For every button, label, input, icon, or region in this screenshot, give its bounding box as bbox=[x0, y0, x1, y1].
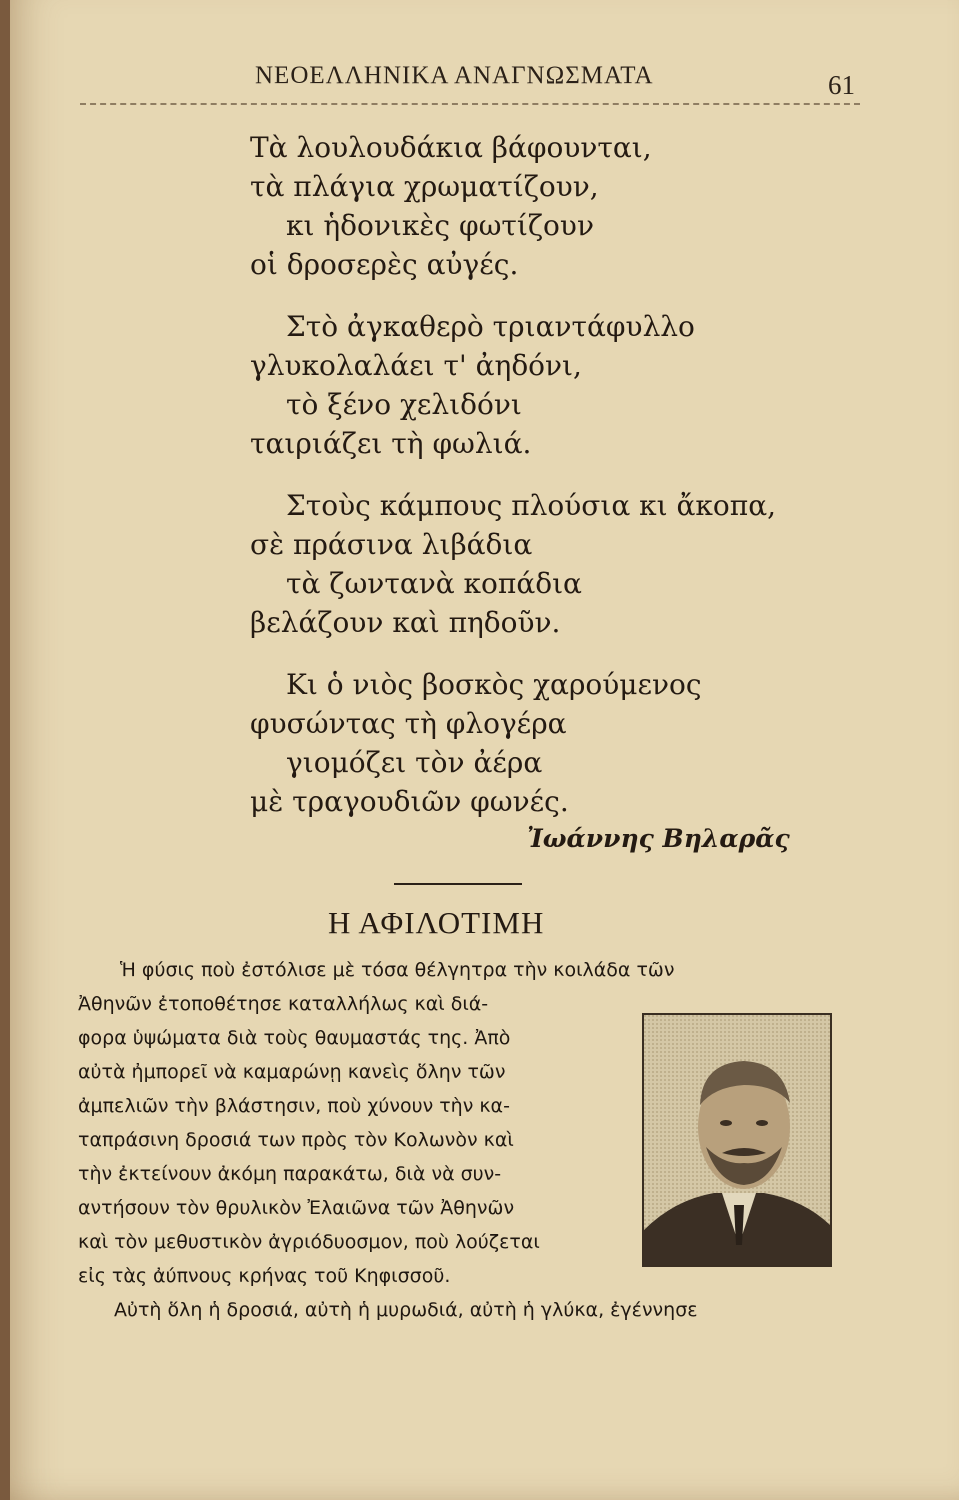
poem-line: σὲ πράσινα λιβάδια bbox=[250, 528, 533, 561]
prose-line: αντήσουν τὸν θρυλικὸν Ἐλαιῶνα τῶν Ἀθηνῶν bbox=[78, 1197, 515, 1219]
prose-line: Ἡ φύσις ποὺ ἐστόλισε μὲ τόσα θέλγητρα τὴν κοιλάδα τῶν bbox=[120, 959, 675, 981]
prose-line: εἰς τὰς ἀύπνους κρήνας τοῦ Κηφισσοῦ. bbox=[78, 1265, 451, 1287]
poem-line: Στὸ ἀγκαθερὸ τριαντάφυλλο bbox=[286, 310, 695, 343]
poem-line: οἱ δροσερὲς αὐγές. bbox=[250, 248, 519, 281]
poem-author: Ἰωάννης Βηλαρᾶς bbox=[527, 824, 790, 853]
poem-line: Κι ὁ νιὸς βοσκὸς χαρούμενος bbox=[286, 668, 702, 701]
prose-line: τὴν ἐκτείνουν ἀκόμη παρακάτω, διὰ νὰ συν- bbox=[78, 1163, 502, 1185]
page-number: 61 bbox=[828, 70, 855, 100]
poem-line: μὲ τραγουδιῶν φωνές. bbox=[250, 785, 569, 818]
poem bbox=[250, 128, 810, 844]
section-divider bbox=[394, 883, 522, 885]
poem-line: τὰ ζωντανὰ κοπάδια bbox=[286, 567, 582, 600]
author-portrait bbox=[642, 1013, 832, 1267]
poem-stanza bbox=[250, 486, 810, 642]
poem-stanza bbox=[250, 128, 810, 284]
running-title: ΝΕΟΕΛΛΗΝΙΚΑ ΑΝΑΓΝΩΣΜΑΤΑ bbox=[255, 62, 654, 89]
poem-line: τὸ ξένο χελιδόνι bbox=[286, 388, 522, 421]
poem-stanza bbox=[250, 665, 810, 821]
header-rule bbox=[80, 103, 860, 105]
book-page bbox=[10, 0, 959, 1500]
poem-line: φυσώντας τὴ φλογέρα bbox=[250, 707, 567, 740]
poem-line: Τὰ λουλουδάκια βάφουνται, bbox=[250, 131, 652, 164]
prose-line: Ἀθηνῶν ἐτοποθέτησε καταλλήλως καὶ διά- bbox=[78, 993, 489, 1015]
prose-line: ταπράσινη δροσιά των πρὸς τὸν Κολωνὸν καὶ bbox=[78, 1129, 514, 1151]
prose-line: Αὐτὴ ὅλη ἡ δροσιά, αὐτὴ ἡ μυρωδιά, αὐτὴ ἡ γλύκα, ἐγέννησε bbox=[114, 1299, 698, 1321]
poem-line: Στοὺς κάμπους πλούσια κι ἄκοπα, bbox=[286, 489, 776, 522]
prose-line: αὐτὰ ἠμπορεῖ νὰ καμαρώνῃ κανεὶς ὅλην τῶν bbox=[78, 1061, 506, 1083]
poem-line: ταιριάζει τὴ φωλιά. bbox=[250, 427, 532, 460]
poem-line: βελάζουν καὶ πηδοῦν. bbox=[250, 606, 561, 639]
prose-line: φορα ὑψώματα διὰ τοὺς θαυμαστάς της. Ἀπὸ bbox=[78, 1027, 511, 1049]
portrait-illustration bbox=[644, 1015, 830, 1265]
prose-line: ἀμπελιῶν τὴν βλάστησιν, ποὺ χύνουν τὴν κα- bbox=[78, 1095, 510, 1117]
poem-stanza bbox=[250, 307, 810, 463]
section-title: Η ΑΦΙΛΟΤΙΜΗ bbox=[328, 905, 545, 940]
prose-line: καὶ τὸν μεθυστικὸν ἀγριόδυοσμον, ποὺ λούζεται bbox=[78, 1231, 540, 1253]
poem-line: τὰ πλάγια χρωματίζουν, bbox=[250, 170, 599, 203]
poem-line: κι ἡδονικὲς φωτίζουν bbox=[286, 209, 594, 242]
poem-line: γιομόζει τὸν ἀέρα bbox=[286, 746, 543, 779]
poem-line: γλυκολαλάει τ' ἀηδόνι, bbox=[250, 349, 582, 382]
